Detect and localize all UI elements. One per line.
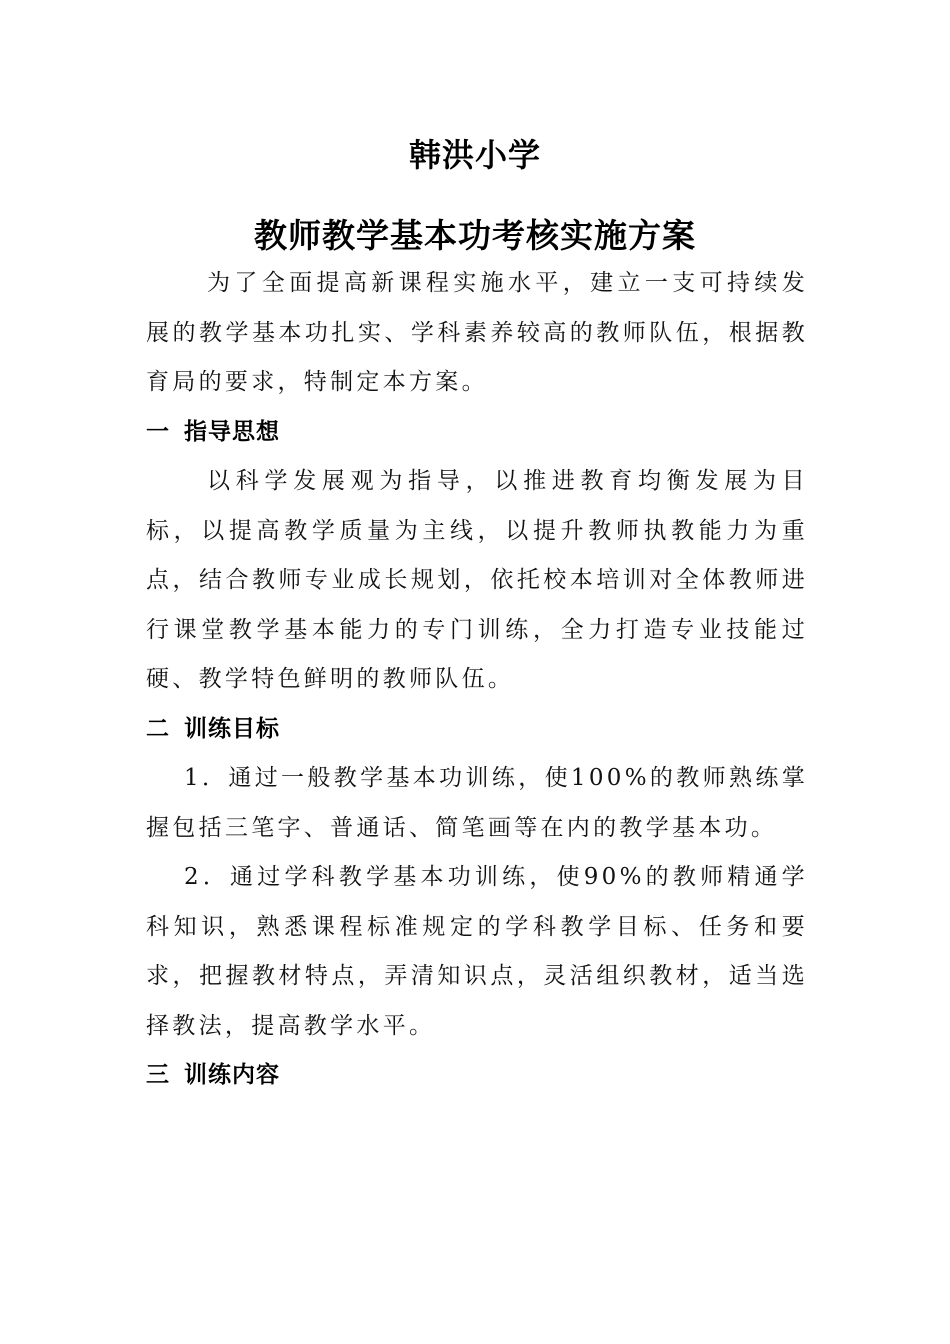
document-body xyxy=(146,259,808,1101)
section-2-paragraph-1: 1．通过一般教学基本功训练，使100%的教师熟练掌握包括三笔字、普通话、简笔画等在内的教学基本功。 xyxy=(146,765,808,841)
section-title: 训练目标 xyxy=(184,715,280,742)
section-title: 训练内容 xyxy=(184,1062,280,1088)
section-title: 指导思想 xyxy=(184,418,280,445)
section-heading-1 xyxy=(146,408,808,458)
section-number: 二 xyxy=(146,715,170,742)
school-name: 韩洪小学 xyxy=(408,136,541,175)
section-heading-2 xyxy=(146,705,808,755)
section-2-paragraph-2: 2．通过学科教学基本功训练，使90%的教师精通学科知识，熟悉课程标准规定的学科教学目标、任务和要求，把握教材特点，弄清知识点，灵活组织教材，适当选择教法，提高教学水平。 xyxy=(146,864,808,1039)
section-number: 一 xyxy=(146,418,170,445)
section-heading-3 xyxy=(146,1051,808,1101)
section-number: 三 xyxy=(146,1062,170,1088)
document-title: 教师教学基本功考核实施方案 xyxy=(254,216,696,256)
section-1-paragraph-1: 以科学发展观为指导，以推进教育均衡发展为目标，以提高教学质量为主线，以提升教师执教能力为重点，结合教师专业成长规划，依托校本培训对全体教师进行课堂教学基本能力的专门训练，全力打造专业技能过硬、教学特色鲜明的教师队伍。 xyxy=(146,468,808,692)
intro-paragraph: 为了全面提高新课程实施水平，建立一支可持续发展的教学基本功扎实、学科素养较高的教师队伍，根据教育局的要求，特制定本方案。 xyxy=(146,270,808,395)
